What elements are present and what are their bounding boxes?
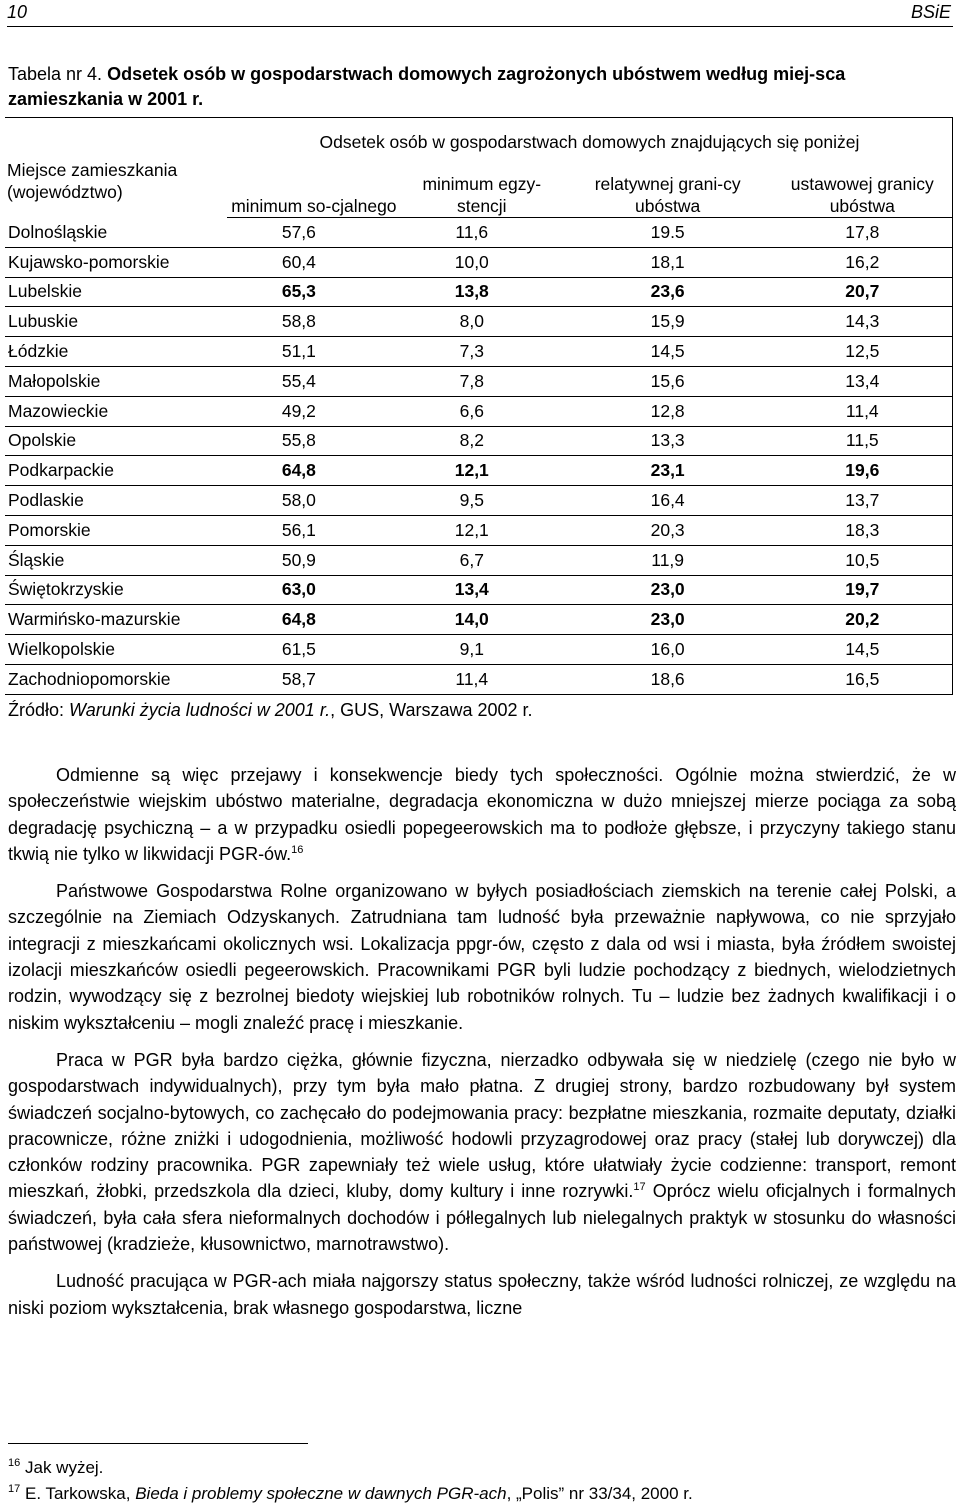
value-cell: 6,7 xyxy=(459,549,484,570)
table-row xyxy=(5,635,953,665)
value-cell: 14,3 xyxy=(845,311,880,332)
column-header: minimum egzy-stencji xyxy=(401,167,563,218)
footnote-prefix: E. Tarkowska, xyxy=(24,1484,136,1503)
value-cell: 57,6 xyxy=(281,221,316,242)
paragraph xyxy=(8,1047,956,1257)
value-cell: 64,8 xyxy=(281,609,316,630)
value-cell: 11,5 xyxy=(845,430,879,451)
footnote-divider xyxy=(8,1443,308,1444)
paragraph xyxy=(8,878,956,1036)
value-cell: 12,1 xyxy=(454,519,489,540)
value-cell: 7,3 xyxy=(459,341,484,362)
table-row xyxy=(5,247,953,277)
value-cell: 55,4 xyxy=(281,370,316,391)
value-cell: 11,4 xyxy=(455,668,489,689)
region-cell: Opolskie xyxy=(8,430,77,451)
value-cell: 64,8 xyxy=(281,460,316,481)
region-cell: Zachodniopomorskie xyxy=(8,668,171,689)
value-cell: 13,7 xyxy=(845,490,880,511)
table-row xyxy=(5,307,953,337)
footnote-number: 16 xyxy=(8,1457,21,1469)
region-cell: Lubelskie xyxy=(8,281,82,302)
header-brand: BSiE xyxy=(910,2,951,22)
column-header: relatywnej grani-cy ubóstwa xyxy=(563,167,773,218)
value-cell: 13,8 xyxy=(454,281,489,302)
value-cell: 65,3 xyxy=(281,281,316,302)
region-cell: Dolnośląskie xyxy=(8,221,108,242)
value-cell: 61,5 xyxy=(281,639,316,660)
page-number: 10 xyxy=(7,2,28,22)
region-cell: Lubuskie xyxy=(8,311,79,332)
footnote-text: Jak wyżej. xyxy=(24,1458,104,1477)
paragraph xyxy=(8,762,956,867)
footnote xyxy=(8,1455,693,1481)
value-cell: 19,6 xyxy=(845,460,880,481)
body-text xyxy=(8,762,956,1332)
value-cell: 16,5 xyxy=(845,668,880,689)
value-cell: 20,2 xyxy=(845,609,880,630)
region-cell: Warmińsko-mazurskie xyxy=(8,609,181,630)
region-cell: Świętokrzyskie xyxy=(8,579,124,600)
table-row xyxy=(5,664,953,694)
value-cell: 51,1 xyxy=(281,341,316,362)
paragraph-text: Odmienne są więc przejawy i konsekwencje biedy tych społeczności. Ogólnie można stwierdzić, że w społeczeństwie wiejskim ubóstwo materialne, degradacja ekonomiczna w dużo mniejszej mierze pociąga za sobą degradację psychiczną – a w przypadku osiedli popegeerowskich ma to podłoże głębsze, i przyczyny takiego stanu tkwią nie tylko w likwidacji PGR-ów. xyxy=(8,765,956,864)
value-cell: 23,1 xyxy=(650,460,685,481)
footnote-ref[interactable]: 17 xyxy=(633,1181,646,1194)
value-cell: 16,2 xyxy=(845,251,880,272)
table-row xyxy=(5,575,953,605)
value-cell: 18,6 xyxy=(650,668,685,689)
paragraph-text: Oprócz wielu oficjalnych i formalnych świadczeń, była cała sfera nieformalnych dochodów i półlegalnych lub nielegalnych praktyk w stosunku do własności państwowej (kradzieże, kłusownictwo, marnotrawstwo). xyxy=(8,1181,956,1255)
footnote-suffix: , „Polis” nr 33/34, 2000 r. xyxy=(506,1484,693,1503)
value-cell: 8,0 xyxy=(459,311,484,332)
value-cell: 14,0 xyxy=(454,609,489,630)
value-cell: 11,6 xyxy=(455,221,489,242)
value-cell: 55,8 xyxy=(281,430,316,451)
paragraph-text: Praca w PGR była bardzo ciężka, głównie fizyczna, nierzadko odbywała się w niedzielę (czego nie było w gospodarstwach indywidualnych), przy tym była mało płatna. Z drugiej strony, bardzo rozbudowany był system świadczeń socjalno-bytowych, co zachęcało do podejmowania pracy: bezpłatne mieszkania, rozmaite deputaty, działki pracownicze, różne zniżki i udogodnienia, możliwość hodowli przyzagrodowej oraz pracy (stałej lub dorywczej) dla członków rodziny pracownika. PGR zapewniały też wiele usług, które ułatwiały życie codzienne: transport, remont mieszkań, żłobki, przedszkola dla dzieci, kluby, domy kultury i inne rozrywki. xyxy=(8,1049,956,1202)
value-cell: 18,3 xyxy=(845,519,880,540)
region-cell: Łódzkie xyxy=(8,341,69,362)
value-cell: 10,0 xyxy=(454,251,489,272)
value-cell: 13,4 xyxy=(845,370,880,391)
table-row xyxy=(5,366,953,396)
value-cell: 14,5 xyxy=(845,639,880,660)
value-cell: 11,9 xyxy=(651,549,685,570)
table-caption xyxy=(8,62,953,112)
table-row xyxy=(5,277,953,307)
value-cell: 58,8 xyxy=(281,311,316,332)
footnote-ref[interactable]: 16 xyxy=(291,843,304,856)
source-title: Warunki życia ludności w 2001 r. xyxy=(69,700,331,720)
value-cell: 58,7 xyxy=(281,668,316,689)
value-cell: 17,8 xyxy=(845,221,880,242)
value-cell: 13,3 xyxy=(650,430,685,451)
poverty-table xyxy=(5,117,953,695)
caption-title: Odsetek osób w gospodarstwach domowych zagrożonych ubóstwem według miej-sca zamieszkania w 2001 r. xyxy=(8,64,846,109)
region-cell: Wielkopolskie xyxy=(8,639,115,660)
table-body xyxy=(5,218,953,695)
table-row xyxy=(5,605,953,635)
table-row xyxy=(5,337,953,367)
value-cell: 12,5 xyxy=(845,341,880,362)
source-suffix: , GUS, Warszawa 2002 r. xyxy=(330,700,533,720)
table-row xyxy=(5,486,953,516)
table-row xyxy=(5,456,953,486)
value-cell: 6,6 xyxy=(459,400,484,421)
value-cell: 9,5 xyxy=(459,490,484,511)
value-cell: 10,5 xyxy=(845,549,880,570)
footnote-title: Bieda i problemy społeczne w dawnych PGR-ach xyxy=(135,1484,507,1503)
region-cell: Małopolskie xyxy=(8,370,101,391)
value-cell: 19.5 xyxy=(650,221,685,242)
page-header xyxy=(7,0,953,27)
region-cell: Pomorskie xyxy=(8,519,91,540)
value-cell: 20,7 xyxy=(845,281,880,302)
value-cell: 15,9 xyxy=(650,311,685,332)
value-cell: 19,7 xyxy=(845,579,880,600)
value-cell: 23,0 xyxy=(650,579,685,600)
value-cell: 12,1 xyxy=(454,460,489,481)
caption-label: Tabela nr 4. xyxy=(8,64,103,84)
value-cell: 20,3 xyxy=(650,519,685,540)
value-cell: 50,9 xyxy=(281,549,316,570)
value-cell: 49,2 xyxy=(281,400,316,421)
value-cell: 14,5 xyxy=(650,341,685,362)
footnote xyxy=(8,1481,693,1507)
value-cell: 9,1 xyxy=(459,639,484,660)
region-cell: Kujawsko-pomorskie xyxy=(8,251,170,272)
paragraph-text: Państwowe Gospodarstwa Rolne organizowano w byłych posiadłościach ziemskich na terenie całej Polski, a szczególnie na Ziemiach Odzyskanych. Zatrudniana tam ludność była przeważnie napływowa, co nie sprzyjało integracji z mieszkańcami okolicznych wsi. Lokalizacja ppgr-ów, często z dala od wsi i miasta, była źródłem swoistej izolacji mieszkańców osiedli pegeerowskich. Pracownikami PGR byli ludzie pochodzący z biednych, wielodzietnych rodzin, wywodzący się z bezrolnej biedoty wiejskiej lub robotników rolnych. Tu – ludzie bez żadnych kwalifikacji i o niskim wykształceniu – mogli znaleźć pracę i mieszkanie. xyxy=(8,881,956,1033)
region-cell: Mazowieckie xyxy=(8,400,109,421)
value-cell: 7,8 xyxy=(459,370,484,391)
table-row xyxy=(5,218,953,248)
table-row xyxy=(5,396,953,426)
table-row xyxy=(5,426,953,456)
value-cell: 11,4 xyxy=(845,400,879,421)
footnote-number: 17 xyxy=(8,1483,21,1495)
region-cell: Podlaskie xyxy=(8,490,84,511)
value-cell: 13,4 xyxy=(454,579,489,600)
value-cell: 18,1 xyxy=(650,251,685,272)
table-source xyxy=(8,700,533,721)
value-cell: 8,2 xyxy=(459,430,484,451)
group-header: Odsetek osób w gospodarstwach domowych znajdujących się poniżej xyxy=(319,132,860,152)
value-cell: 12,8 xyxy=(650,400,685,421)
value-cell: 56,1 xyxy=(281,519,316,540)
value-cell: 16,0 xyxy=(650,639,685,660)
column-header: ustawowej granicy ubóstwa xyxy=(773,167,953,218)
region-cell: Podkarpackie xyxy=(8,460,115,481)
value-cell: 23,6 xyxy=(650,281,685,302)
row-header: Miejsce zamieszkania (województwo) xyxy=(7,160,178,203)
value-cell: 23,0 xyxy=(650,609,685,630)
table-row xyxy=(5,515,953,545)
value-cell: 60,4 xyxy=(281,251,316,272)
value-cell: 63,0 xyxy=(281,579,316,600)
value-cell: 16,4 xyxy=(650,490,685,511)
source-prefix: Źródło: xyxy=(8,700,70,720)
value-cell: 58,0 xyxy=(281,490,316,511)
region-cell: Śląskie xyxy=(8,549,65,570)
column-header: minimum so-cjalnego xyxy=(227,167,401,218)
table-row xyxy=(5,545,953,575)
value-cell: 15,6 xyxy=(650,370,685,391)
paragraph-text: Ludność pracująca w PGR-ach miała najgorszy status społeczny, także wśród ludności rolniczej, ze względu na niski poziom wykształcenia, brak własnego gospodarstwa, liczne xyxy=(8,1271,956,1318)
footnotes xyxy=(8,1455,693,1507)
paragraph xyxy=(8,1268,956,1321)
